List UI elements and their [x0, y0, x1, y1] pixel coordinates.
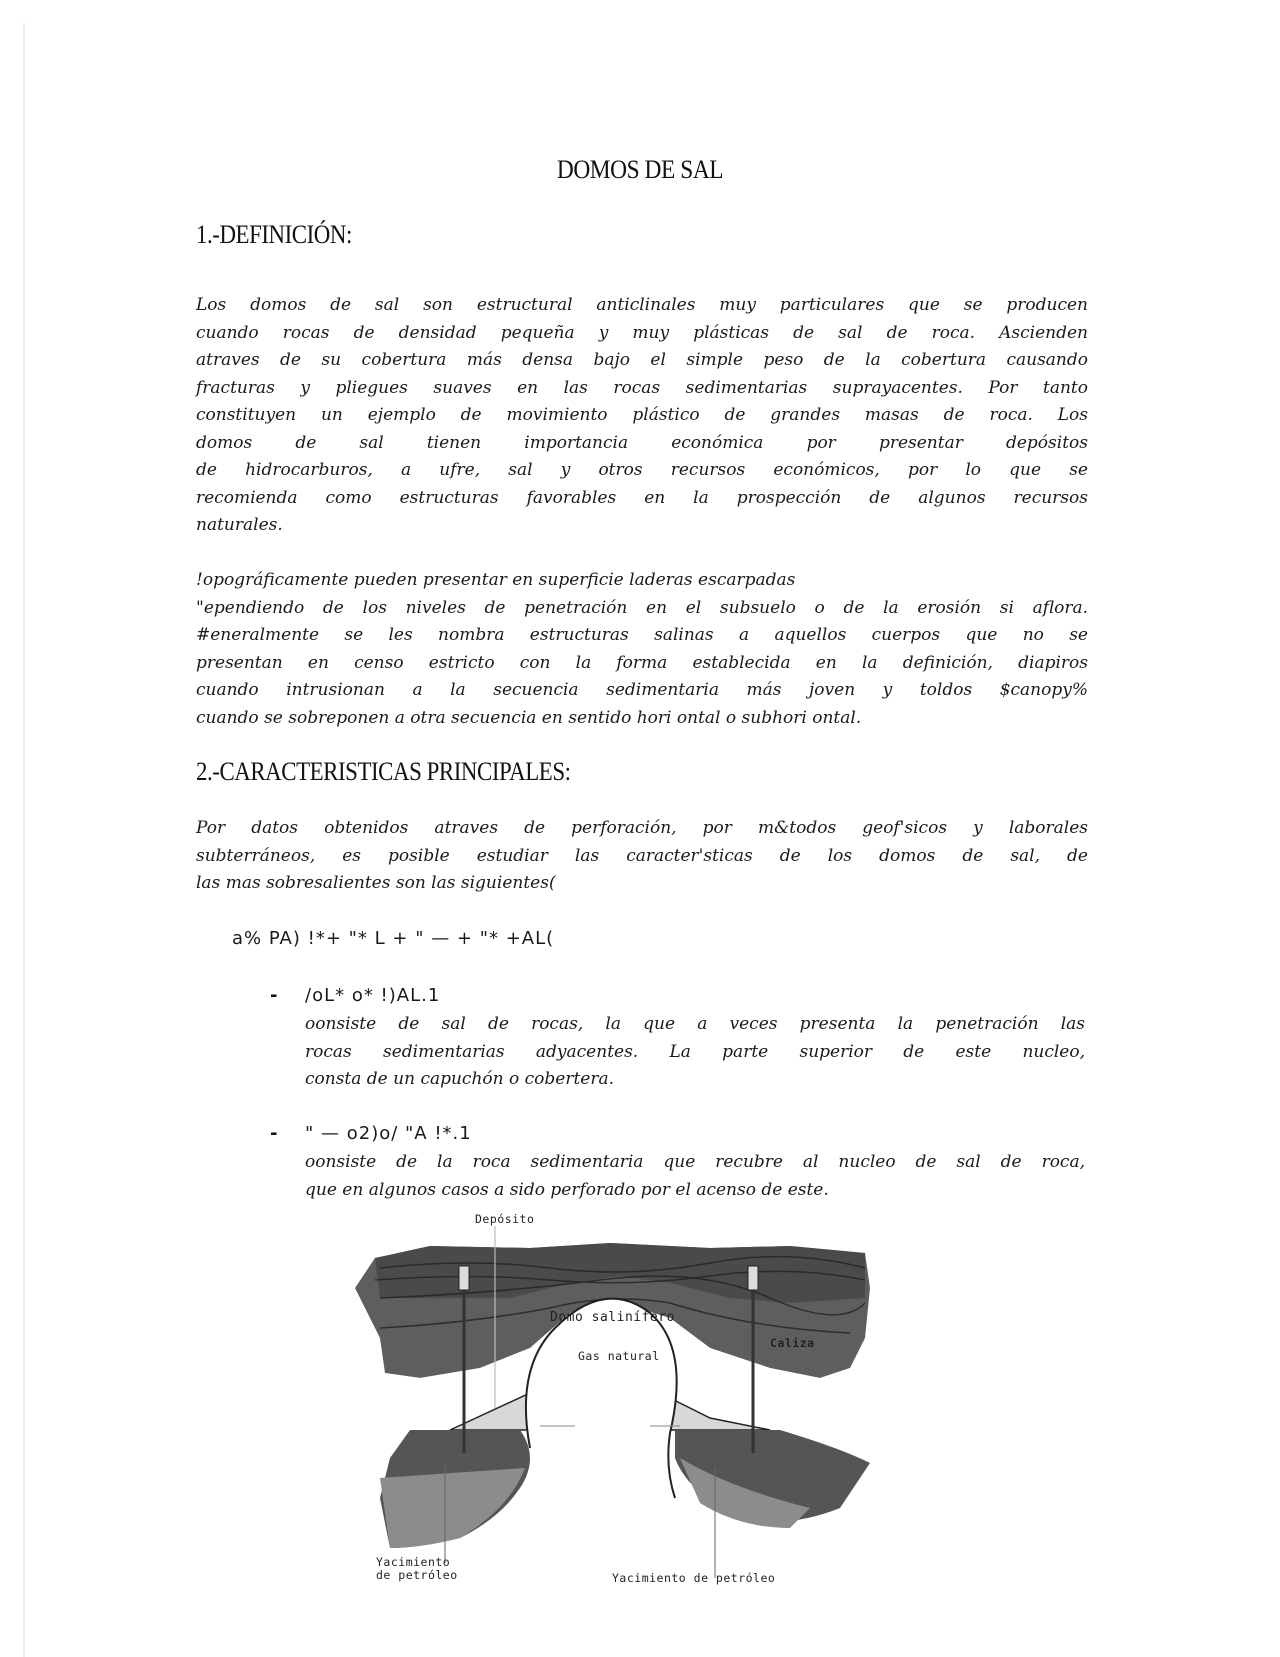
salt-dome-diagram [350, 1212, 890, 1618]
bullet-title-nucleo: /oL* o* !)AL.1 [305, 985, 441, 1006]
text-line: las mas sobresalientes son las siguientes( [196, 873, 556, 893]
bullet-dash-2: - [270, 1123, 278, 1144]
label-yacimiento-left-1: Yacimiento [376, 1555, 451, 1569]
text-line: cuando se sobreponen a otra secuencia en sentido hori ontal o subhori ontal. [196, 707, 862, 728]
page-edge [23, 23, 25, 1657]
section-heading-caracteristicas: 2.-CARACTERISTICAS PRINCIPALES: [196, 757, 571, 786]
text-line: Los domos de sal son estructural anticlinales muy particulares que se producen [196, 295, 1088, 315]
bullet-title-cobertera: " — o2)o/ "A !*.1 [305, 1123, 472, 1144]
bullet-dash-1: - [270, 985, 278, 1006]
text-line: cuando rocas de densidad pequeña y muy plásticas de sal de roca. Ascienden [196, 322, 1088, 343]
document-title: DOMOS DE SAL [556, 155, 724, 184]
label-yacimiento-right: Yacimiento de petróleo [612, 1571, 776, 1585]
text-line: #eneralmente se les nombra estructuras salinas a aquellos cuerpos que no se [196, 625, 1088, 645]
section-heading-definicion: 1.-DEFINICIÓN: [196, 220, 352, 249]
label-yacimiento-left-2: de petróleo [376, 1568, 458, 1582]
label-domo-salinifero: Domo salinífero [550, 1310, 675, 1325]
bullet-body-cobertera [305, 1149, 1085, 1204]
paragraph-definicion [196, 292, 1088, 540]
label-deposito: Depósito [475, 1212, 535, 1226]
paragraph-topografia [196, 567, 1088, 732]
text-line: oonsiste de sal de rocas, la que a veces presenta la penetración las [305, 1014, 1085, 1034]
text-line: "ependiendo de los niveles de penetración en el subsuelo o de la erosión si aflora. [196, 597, 1088, 618]
text-line: atraves de su cobertura más densa bajo el simple peso de la cobertura causando [196, 350, 1088, 370]
text-line: Por datos obtenidos atraves de perforación, por m&todos geof'sicos y laborales [196, 818, 1088, 838]
text-line: que en algunos casos a sido perforado por el acenso de este. [305, 1179, 829, 1200]
text-line: rocas sedimentarias adyacentes. La parte superior de este nucleo, [305, 1041, 1085, 1062]
text-line: constituyen un ejemplo de movimiento plástico de grandes masas de roca. Los [196, 405, 1088, 425]
text-line: de hidrocarburos, a ufre, sal y otros recursos económicos, por lo que se [196, 460, 1088, 480]
label-gas-natural: Gas natural [578, 1349, 660, 1363]
paragraph-caracteristicas-intro [196, 815, 1088, 898]
subheading-a: a% PA) !*+ "* L + " — + "* +AL( [232, 928, 555, 949]
text-line: fracturas y pliegues suaves en las rocas sedimentarias suprayacentes. Por tanto [196, 377, 1088, 398]
text-line: domos de sal tienen importancia económica por presentar depósitos [196, 432, 1088, 453]
text-line: oonsiste de la roca sedimentaria que recubre al nucleo de sal de roca, [305, 1152, 1085, 1172]
text-line: consta de un capuchón o cobertera. [305, 1069, 615, 1089]
text-line: !opográficamente pueden presentar en superficie laderas escarpadas [196, 570, 796, 590]
text-line: cuando intrusionan a la secuencia sedimentaria más joven y toldos $canopy% [196, 680, 1088, 700]
bullet-body-nucleo [305, 1011, 1085, 1094]
label-caliza: Caliza [770, 1336, 815, 1350]
text-line: subterráneos, es posible estudiar las caracter'sticas de los domos de sal, de [196, 845, 1088, 866]
text-line: naturales. [196, 515, 283, 535]
text-line: recomienda como estructuras favorables en la prospección de algunos recursos [196, 487, 1088, 508]
text-line: presentan en censo estricto con la forma establecida en la definición, diapiros [196, 652, 1088, 673]
